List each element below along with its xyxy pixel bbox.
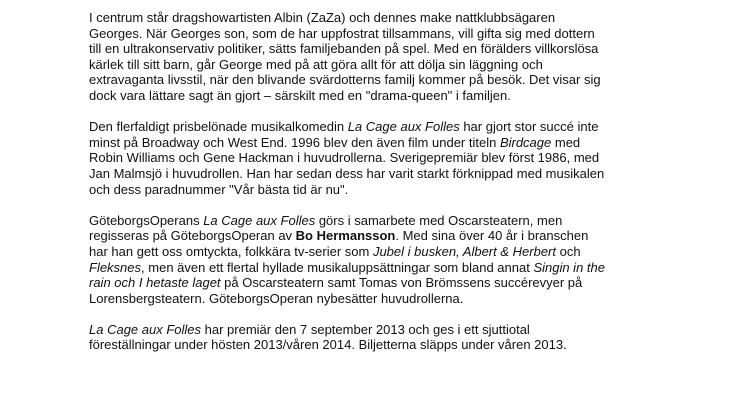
text-line	[89, 228, 739, 244]
text-line	[89, 41, 739, 57]
italic-title: La Cage aux Folles	[347, 119, 460, 135]
text-run: har premiär den 7 september 2013 och ges i ett sjuttiotal	[201, 321, 530, 337]
text-run: med	[551, 134, 581, 150]
text-run: minst på Broadway och West End. 1996 blev den även film under titeln	[89, 134, 500, 150]
text-run: extravaganta livsstil, när den blivande svärdotterns familj kommer på besök. Det visar sig	[89, 72, 601, 88]
italic-title: La Cage aux Folles	[89, 321, 202, 337]
text-line	[89, 291, 739, 307]
text-line	[89, 166, 739, 182]
text-run: , men även ett flertal hyllade musikaluppsättningar som bland annat	[141, 259, 534, 275]
text-run: och dess paradnummer "Vår bästa tid är nu".	[89, 181, 349, 197]
italic-title: Birdcage	[499, 134, 552, 150]
text-run: GöteborgsOperans	[89, 212, 204, 228]
text-line	[89, 244, 739, 260]
text-line	[89, 182, 739, 198]
italic-title: Jubel i busken, Albert & Herbert	[372, 243, 556, 259]
text-run: görs i samarbete med Oscarsteatern, men	[315, 212, 563, 228]
italic-title: Fleksnes	[89, 259, 142, 275]
text-line	[89, 119, 739, 135]
text-line	[89, 260, 739, 276]
text-run: Georges. När Georges son, som de har uppfostrat tillsammans, vill gifta sig med dottern	[89, 25, 595, 41]
paragraph-4	[89, 322, 739, 353]
text-line	[89, 275, 739, 291]
text-run: Den flerfaldigt prisbelönade musikalkomedin	[89, 119, 348, 135]
text-run: . Med sina över 40 år i branschen	[395, 228, 589, 244]
text-run: Robin Williams och Gene Hackman i huvudrollerna. Sverigepremiär blev först 1986, med	[89, 150, 600, 166]
text-line	[89, 88, 739, 104]
text-line	[89, 72, 739, 88]
text-line	[89, 10, 739, 26]
text-line	[89, 26, 739, 42]
text-run: I centrum står dragshowartisten Albin (ZaZa) och dennes make nattklubbsägaren	[89, 10, 556, 25]
text-line	[89, 322, 739, 338]
text-run: föreställningar under hösten 2013/våren 2014. Biljetterna släpps under våren 2013.	[89, 337, 567, 353]
document-body	[89, 10, 739, 353]
italic-title: Singin in the	[533, 259, 605, 275]
text-run: har han gett oss omtyckta, folkkära tv-serier som	[89, 243, 373, 259]
text-run: Lorensbergsteatern. GöteborgsOperan nybesätter huvudrollerna.	[89, 290, 464, 306]
text-run: regisseras på GöteborgsOperan av	[89, 228, 296, 244]
italic-title: rain och I hetaste laget	[89, 275, 221, 291]
italic-title: La Cage aux Folles	[203, 212, 316, 228]
text-run: på Oscarsteatern samt Tomas von Brömssens succérevyer på	[220, 275, 583, 291]
text-line	[89, 150, 739, 166]
text-line	[89, 213, 739, 229]
text-line	[89, 135, 739, 151]
text-run: har gjort stor succé inte	[459, 119, 599, 135]
text-run: Jan Malmsjö i huvudrollen. Han har sedan dess har varit starkt förknippad med musikalen	[89, 165, 605, 181]
paragraph-2	[89, 119, 739, 197]
paragraph-1	[89, 10, 739, 104]
text-run: dock vara lättare sagt än gjort – särskilt med en "drama-queen" i familjen.	[89, 87, 511, 103]
text-line	[89, 337, 739, 353]
bold-name: Bo Hermansson	[295, 228, 396, 244]
text-run: kärlek till sitt barn, går George med på att göra allt för att dölja sin läggning och	[89, 56, 543, 72]
paragraph-3	[89, 213, 739, 307]
text-run: och	[556, 243, 581, 259]
text-line	[89, 57, 739, 73]
text-run: till en ultrakonservativ politiker, sätts familjebanden på spel. Med en förälders villkorslösa	[89, 41, 599, 57]
